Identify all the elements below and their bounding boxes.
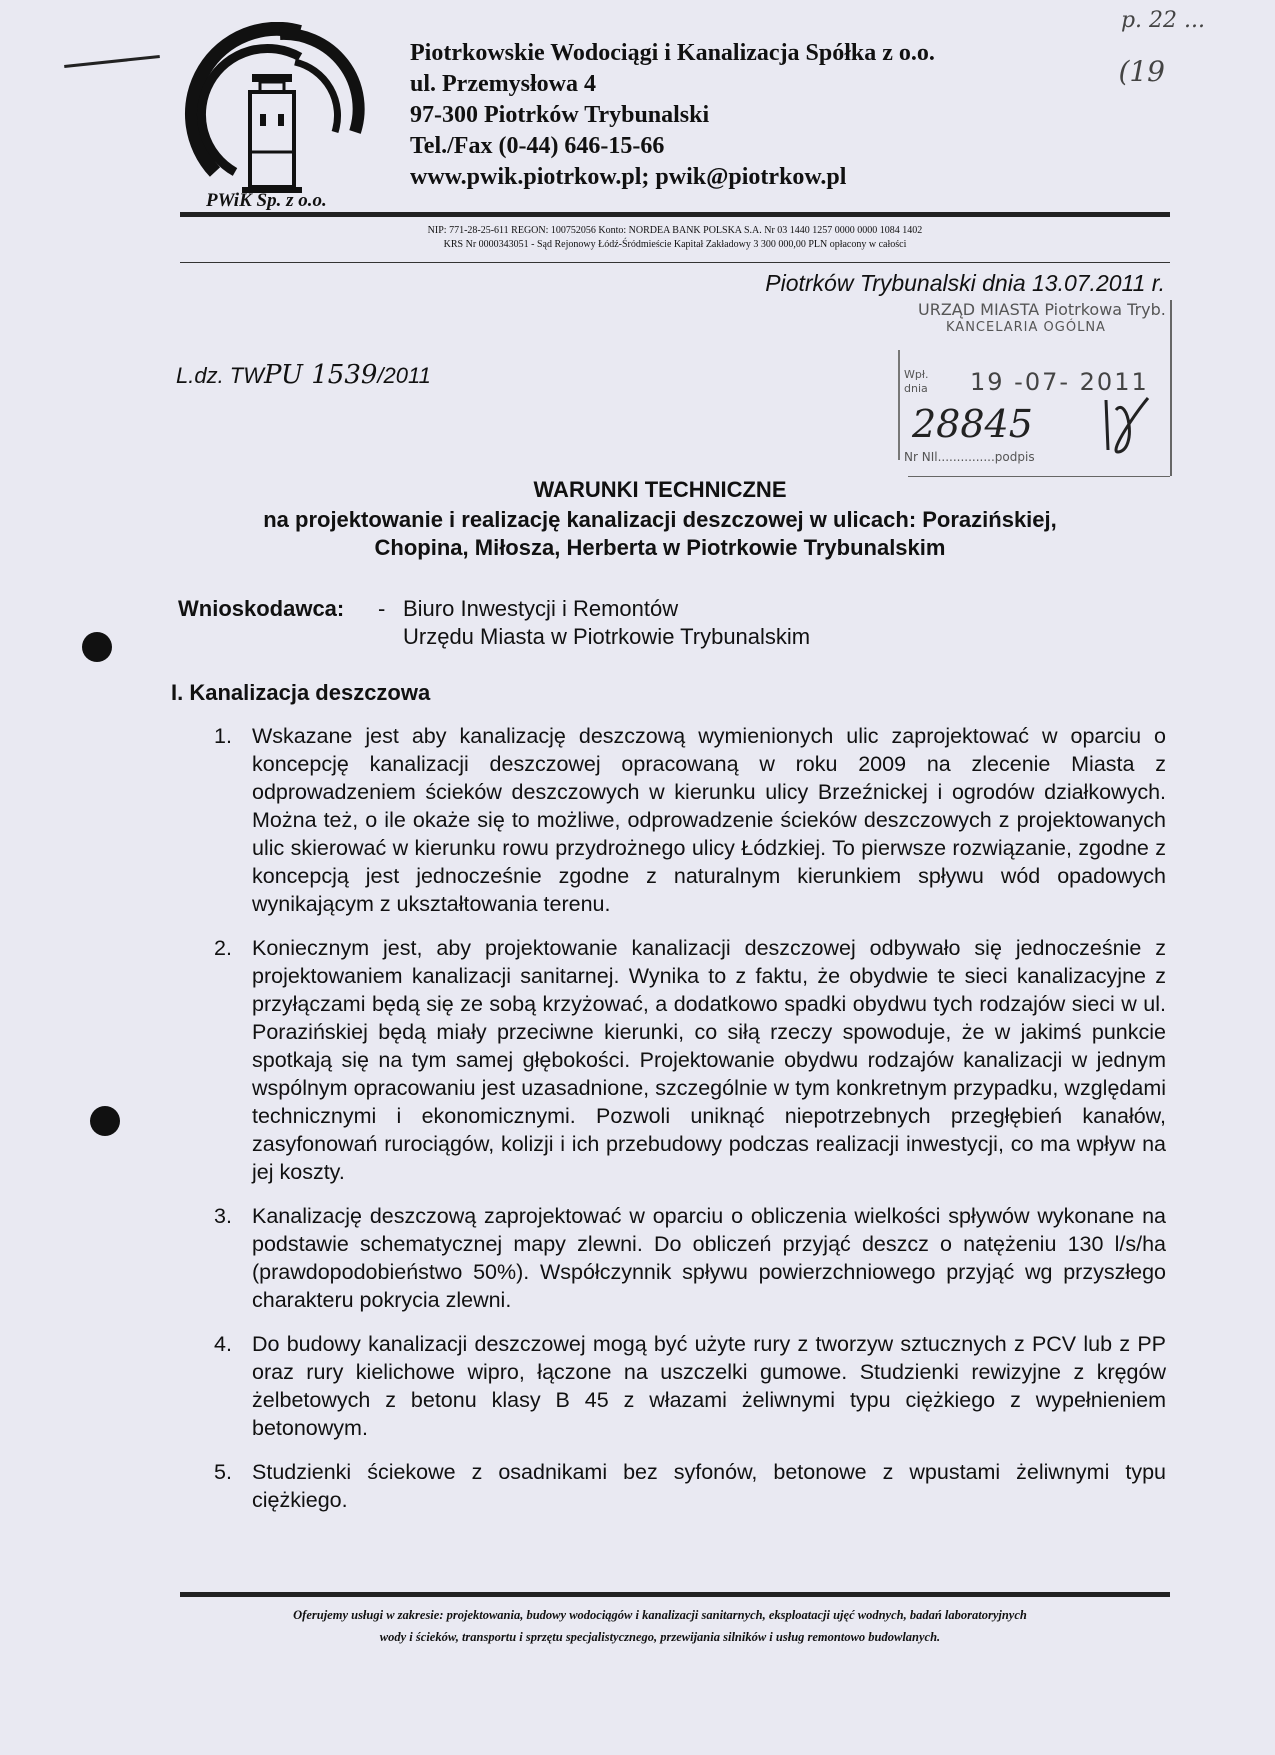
- footer-rule: [180, 1592, 1170, 1597]
- document-subtitle-1: na projektowanie i realizację kanalizacji deszczowej w ulicach: Porazińskiej,: [263, 507, 1057, 532]
- stamp-number: 28845: [912, 402, 1033, 446]
- item-number: 3.: [214, 1204, 232, 1228]
- logo-label: PWiK Sp. z o.o.: [206, 190, 327, 211]
- punch-hole: [82, 632, 112, 662]
- item-text: Koniecznym jest, aby projektowanie kanalizacji deszczowej odbywało się jednocześnie z projektowaniem kanalizacji sanitarnej. Wynika to z faktu, że obydwie te sieci kanalizacyjne z przyłączami będą się ze sobą krzyżować, a dodatkowo spadki obydwu tych rodzajów sieci w ul. Porazińskiej będą miały przeciwne kierunki, co siłą rzeczy spowoduje, że w jakimś punkcie spotkają się na tym samej głębokości. Projektowanie obydwu rodzajów kanalizacji w jednym wspólnym opracowaniu jest uzasadnione, szczególnie w tym konkretnym przypadku, względami technicznymi i ekonomicznymi. Pozwoli uniknąć niepotrzebnych przegłębień kanałów, zasyfonowań rurociągów, kolizji i ich przebudowy podczas realizacji inwestycji, co ma wpływ na jej koszty.: [252, 936, 1166, 1184]
- list-item: [214, 1458, 1166, 1514]
- company-web: www.pwik.piotrkow.pl; pwik@piotrkow.pl: [410, 164, 847, 190]
- company-street: ul. Przemysłowa 4: [410, 71, 596, 97]
- punch-hole: [90, 1106, 120, 1136]
- corner-number: (19: [1118, 55, 1165, 88]
- applicant-block: [178, 595, 810, 651]
- company-name: Piotrkowskie Wodociągi i Kanalizacja Spółka z o.o.: [410, 40, 935, 66]
- received-stamp: [898, 300, 1174, 476]
- applicant-dash: -: [378, 596, 386, 621]
- water-tower-logo-icon: [180, 22, 380, 212]
- applicant-label: Wnioskodawca:: [178, 596, 345, 621]
- list-item: [214, 1202, 1166, 1314]
- list-item: [214, 934, 1166, 1186]
- signature-icon: [1098, 390, 1158, 460]
- item-number: 1.: [214, 724, 232, 748]
- item-text: Do budowy kanalizacji deszczowej mogą być użyte rury z tworzyw sztucznych z PCV lub z PP oraz rury kielichowe wipro, łączone na uszczelki gumowe. Studzienki rewizyjne z kręgów żelbetowych z betonu klasy B 45 z włazami żeliwnymi typu ciężkiego z wypełnieniem betonowym.: [252, 1332, 1166, 1440]
- item-text: Wskazane jest aby kanalizację deszczową wymienionych ulic zaprojektować w oparciu o koncepcję kanalizacji deszczowej opracowaną w roku 2009 na zlecenie Miasta z odprowadzeniem ścieków deszczowych w kierunku ulicy Brzeźnickej i ogrodów działkowych. Można też, o ile okaże się to możliwe, odprowadzenie ścieków deszczowych z projektowanych ulic skierować w kierunku rowu przydrożnego ulicy Łódzkiej. To pierwsze rozwiązanie, zgodne z koncepcją jest jednocześnie zgodne z naturalnym kierunkiem spływu wód opadowych wynikającym z ukształtowania terenu.: [252, 724, 1166, 916]
- item-number: 4.: [214, 1332, 232, 1356]
- footer-line2: wody i ścieków, transportu i sprzętu specjalistycznego, przewijania silników i usług remontowo budowlanych.: [379, 1630, 941, 1644]
- applicant-line1: Biuro Inwestycji i Remontów: [403, 596, 679, 621]
- pen-mark: [64, 55, 160, 68]
- item-text: Kanalizację deszczową zaprojektować w oparciu o obliczenia wielkości spływów wykonane na podstawie schematycznej mapy zlewni. Do obliczeń przyjąć deszcz o natężeniu 130 l/s/ha (prawdopodobieństwo 50%). Współczynnik spływu powierzchniowego przyjąć wg przyszłego charakteru pokrycia zlewni.: [252, 1204, 1166, 1312]
- applicant-line2: Urzędu Miasta w Piotrkowie Trybunalskim: [403, 624, 811, 649]
- section-heading: I. Kanalizacja deszczowa: [171, 680, 431, 705]
- stamp-line1: URZĄD MIASTA Piotrkowa Tryb.: [918, 300, 1166, 319]
- company-header: [410, 38, 935, 193]
- list-item: [214, 722, 1166, 918]
- registration-line-2: KRS Nr 0000343051 - Sąd Rejonowy Łódź-Śródmieście Kapitał Zakładowy 3 300 000,00 PLN opłacony w całości: [443, 239, 907, 250]
- footer-line1: Oferujemy usługi w zakresie: projektowania, budowy wodociągów i kanalizacji sanitarnych, eksploatacji ujęć wodnych, badań laboratoryjnych: [293, 1608, 1027, 1622]
- item-number: 5.: [214, 1460, 232, 1484]
- document-subtitle-2: Chopina, Miłosza, Herberta w Piotrkowie Trybunalskim: [374, 535, 946, 560]
- conditions-list: [214, 722, 1166, 1530]
- item-text: Studzienki ściekowe z osadnikami bez syfonów, betonowe z wpustami żeliwnymi typu ciężkiego.: [252, 1460, 1166, 1512]
- stamp-dnia-label: dnia: [904, 382, 928, 395]
- registration-rule: [180, 262, 1170, 263]
- stamp-nr-label: Nr NIl...............podpis: [904, 450, 1035, 464]
- corner-note: p. 22 ...: [1120, 8, 1205, 33]
- date-line: Piotrków Trybunalski dnia 13.07.2011 r.: [765, 270, 1165, 296]
- list-item: [214, 1330, 1166, 1442]
- company-logo: [180, 22, 380, 212]
- item-number: 2.: [214, 936, 232, 960]
- registration-line-1: NIP: 771-28-25-611 REGON: 100752056 Konto: NORDEA BANK POLSKA S.A. Nr 03 1440 1257 0000 0000 1084 1402: [427, 225, 923, 236]
- header-rule: [180, 212, 1170, 217]
- ldz-handwritten: PU 1539: [264, 360, 378, 390]
- company-city: 97-300 Piotrków Trybunalski: [410, 102, 710, 128]
- stamp-wpl-label: Wpł.: [904, 368, 929, 381]
- stamp-date: 19 -07- 2011: [970, 368, 1149, 396]
- company-phone: Tel./Fax (0-44) 646-15-66: [410, 133, 665, 159]
- stamp-line2: KANCELARIA OGÓLNA: [946, 320, 1106, 335]
- document-title: WARUNKI TECHNICZNE: [533, 477, 787, 502]
- ldz-prefix: L.dz. TW: [176, 363, 265, 388]
- ldz-suffix: /2011: [377, 363, 431, 388]
- reference-number: [176, 360, 431, 390]
